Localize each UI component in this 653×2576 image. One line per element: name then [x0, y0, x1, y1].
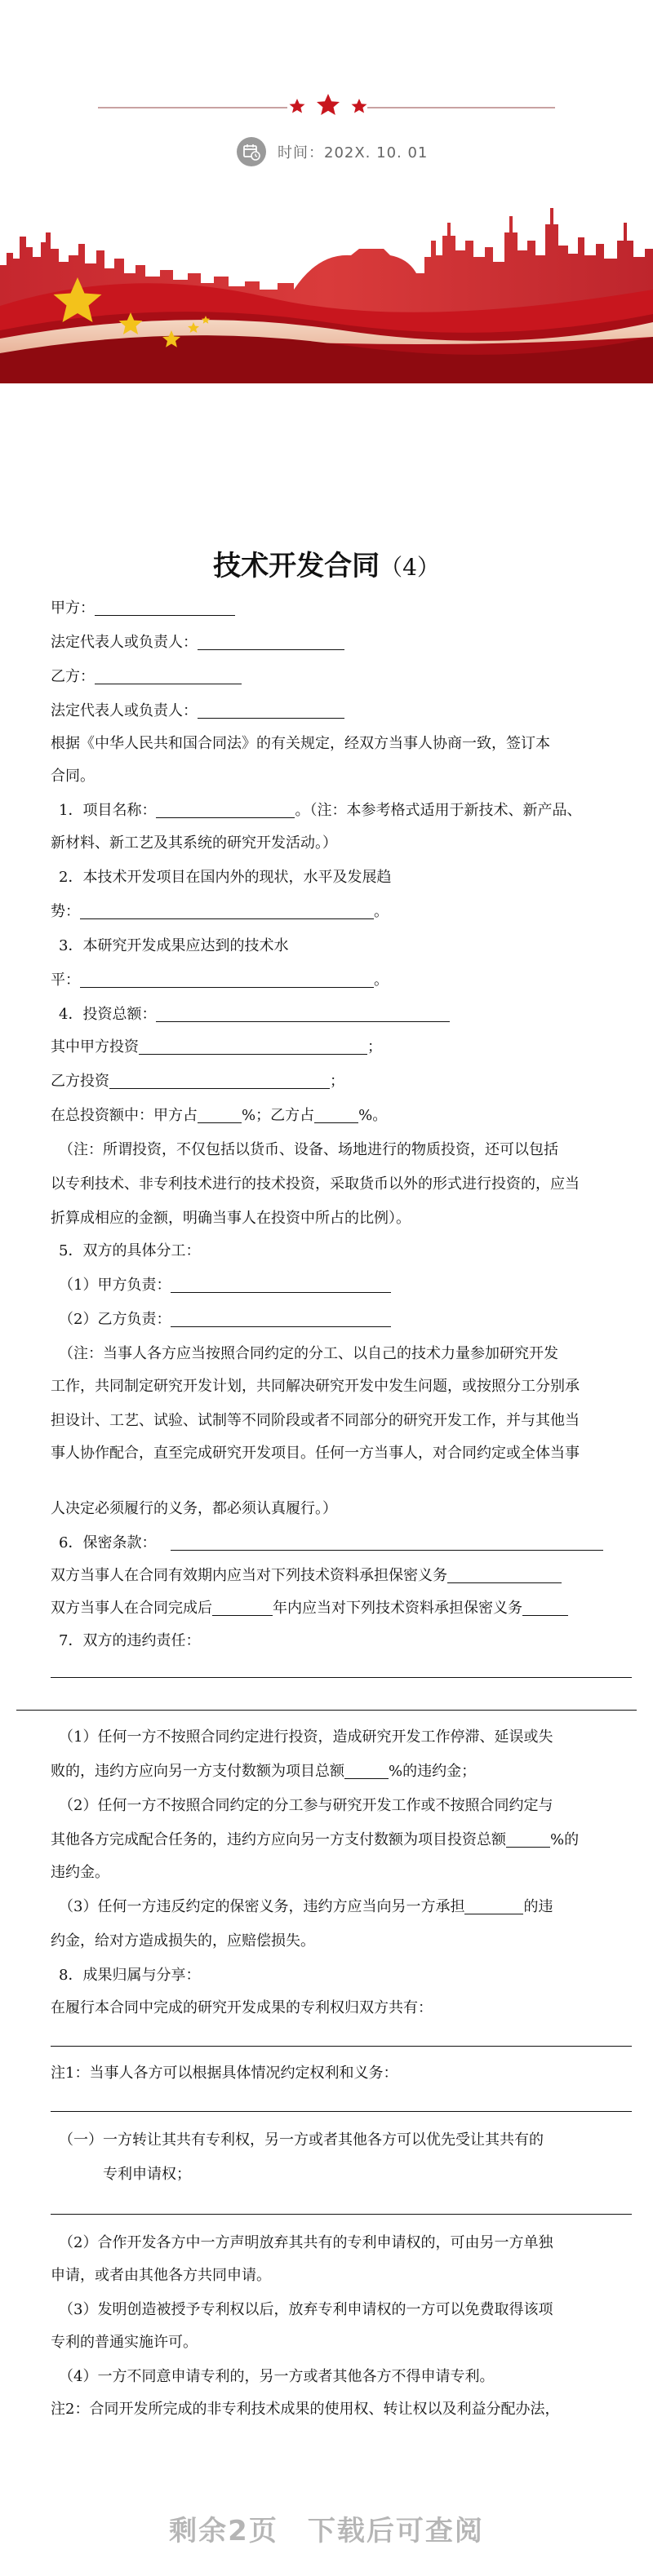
divider-right	[367, 107, 555, 108]
patent3-line-2: 专利的普通实施许可。	[51, 2334, 198, 2351]
header-banner	[0, 0, 653, 383]
item2-line-1: 2．本技术开发项目在国内外的现状，水平及发展趋	[59, 869, 392, 886]
rep-b-line: 法定代表人或负责人：	[51, 695, 632, 728]
item6-line-1: 双方当事人在合同有效期内应当对下列技术资料承担保密义务	[51, 1560, 632, 1592]
item5-heading: 5．双方的具体分工：	[59, 1242, 201, 1259]
download-footer[interactable]	[0, 2476, 653, 2576]
breach3-line-1: （3）任何一方违反约定的保密义务，违约方应当向另一方承担 的违	[51, 1891, 632, 1923]
three-stars-icon	[287, 90, 369, 122]
breach2-line-2: 其他各方完成配合任务的，违约方应向另一方支付数额为项目投资总额 %的	[51, 1824, 632, 1857]
blank-field	[344, 1760, 389, 1779]
blank-field	[314, 1104, 358, 1123]
blank-rule	[16, 1710, 637, 1711]
blank-field	[447, 1565, 562, 1583]
blank-field	[156, 799, 295, 818]
publish-time	[237, 137, 428, 166]
note2-line-5: 人决定必须履行的义务，都必须认真履行。）	[51, 1500, 337, 1517]
blank-field	[80, 969, 374, 988]
note2-line-2: 工作，共同制定研究开发计划，共同解决研究开发中发生问题，或按照分工分别承	[51, 1378, 580, 1395]
preamble-line-1: 根据《中华人民共和国合同法》的有关规定，经双方当事人协商一致，签订本	[51, 735, 550, 752]
download-prompt[interactable]	[0, 2508, 653, 2548]
blank-field	[198, 1104, 242, 1123]
blank-field	[109, 1070, 330, 1089]
rep-a-line: 法定代表人或负责人：	[51, 626, 632, 659]
blank-field	[95, 666, 242, 684]
note1-line-1: （注：所谓投资，不仅包括以货币、设备、场地进行的物质投资，还可以包括	[59, 1141, 558, 1158]
breach2-line-3: 违约金。	[51, 1864, 109, 1881]
item7-heading: 7．双方的违约责任：	[59, 1632, 201, 1649]
calendar-clock-icon	[237, 137, 266, 166]
item8-heading: 8．成果归属与分享：	[59, 1967, 201, 1984]
item8-note1: 注1：当事人各方可以根据具体情况约定权利和义务：	[51, 2065, 398, 2082]
blank-rule	[51, 2214, 632, 2215]
note2-line-4: 事人协作配合，直至完成研究开发项目。任何一方当事人，对合同约定或全体当事	[51, 1445, 580, 1462]
breach1-line-1: （1）任何一方不按照合同约定进行投资，造成研究开发工作停滞、延误或失	[59, 1728, 553, 1746]
patent2-line-1: （2）合作开发各方中一方声明放弃其共有的专利申请权的，可由另一方单独	[59, 2234, 553, 2251]
party-a-line: 甲方：	[51, 592, 632, 625]
blank-field	[171, 1308, 391, 1327]
preamble-line-2: 合同。	[51, 768, 95, 785]
patent4-line: （4）一方不同意申请专利的，另一方或者其他各方不得申请专利。	[59, 2368, 495, 2385]
note2-line-1: （注：当事人各方应当按照合同约定的分工、以自己的技术力量参加研究开发	[59, 1345, 558, 1362]
item4-line-4: 在总投资额中：甲方占 %；乙方占 %。	[51, 1100, 632, 1132]
blank-field	[198, 700, 344, 719]
item6-line-2: 双方当事人在合同完成后 年内应当对下列技术资料承担保密义务	[51, 1592, 632, 1625]
item5-line-2: （2）乙方负责：	[51, 1303, 632, 1336]
note1-line-2: 以专利技术、非专利技术进行的技术投资，采取货币以外的形式进行投资的，应当	[51, 1175, 580, 1193]
item6-heading: 6．保密条款：	[51, 1527, 632, 1560]
blank-field	[171, 1532, 603, 1551]
note1-line-3: 折算成相应的金额，明确当事人在投资中所占的比例）。	[51, 1210, 411, 1227]
patent1-line-2: 专利申请权；	[103, 2166, 191, 2183]
item3-line-2: 平： 。	[51, 964, 632, 997]
patent2-line-2: 申请，或者由其他各方共同申请。	[51, 2267, 271, 2284]
item4-line-1: 4．投资总额：	[51, 998, 632, 1031]
item4-line-3: 乙方投资 ；	[51, 1065, 632, 1098]
blank-field	[198, 631, 344, 650]
title-text: 技术开发合同	[213, 550, 380, 582]
time-label: 时间：202X. 10. 01	[278, 144, 429, 162]
note2-line-3: 担设计、工艺、试验、试制等不同阶段或者不同部分的研究开发工作，并与其他当	[51, 1412, 580, 1429]
blank-field	[95, 597, 235, 616]
download-label: 下载后可查阅	[307, 2515, 484, 2547]
patent1-line-1: （一）一方转让其共有专利权，另一方或者其他各方可以优先受让其共有的	[59, 2131, 544, 2149]
red-skyline-banner	[0, 208, 653, 383]
breach1-line-2: 败的，违约方应向另一方支付数额为项目总额 %的违约金；	[51, 1755, 632, 1788]
blank-rule	[51, 1677, 632, 1678]
blank-rule	[51, 2111, 632, 2112]
blank-field	[80, 901, 374, 919]
divider-left	[98, 107, 287, 108]
blank-field	[464, 1896, 523, 1914]
item1-line-1: 1．项目名称： 。（注：本参考格式适用于新技术、新产品、	[51, 794, 632, 827]
item1-line-2: 新材料、新工艺及其系统的研究开发活动。）	[51, 834, 337, 852]
blank-field	[506, 1829, 550, 1848]
title-number: （4）	[380, 554, 440, 581]
item4-line-2: 其中甲方投资 ；	[51, 1031, 632, 1064]
blank-rule	[51, 2046, 632, 2047]
breach2-line-1: （2）任何一方不按照合同约定的分工参与研究开发工作或不按照合同约定与	[59, 1797, 553, 1814]
patent3-line-1: （3）发明创造被授予专利权以后，放弃专利申请权的一方可以免费取得该项	[59, 2301, 553, 2318]
party-b-line: 乙方：	[51, 661, 632, 693]
item2-line-2: 势： 。	[51, 896, 632, 928]
blank-field	[212, 1597, 273, 1616]
item8-line-1: 在履行本合同中完成的研究开发成果的专利权归双方共有：	[51, 1999, 433, 2016]
remaining-pages-label: 剩余2页	[169, 2515, 278, 2547]
blank-field	[156, 1003, 450, 1022]
document-title	[0, 543, 653, 583]
item8-note2: 注2：合同开发所完成的非专利技术成果的使用权、转让权以及利益分配办法，	[51, 2401, 560, 2418]
item3-line-1: 3．本研究开发成果应达到的技术水	[59, 937, 289, 954]
blank-field	[171, 1274, 391, 1293]
blank-field	[522, 1597, 568, 1616]
blank-field	[139, 1036, 367, 1055]
item5-line-1: （1）甲方负责：	[51, 1269, 632, 1302]
breach3-line-2: 约金，给对方造成损失的，应赔偿损失。	[51, 1932, 315, 1950]
